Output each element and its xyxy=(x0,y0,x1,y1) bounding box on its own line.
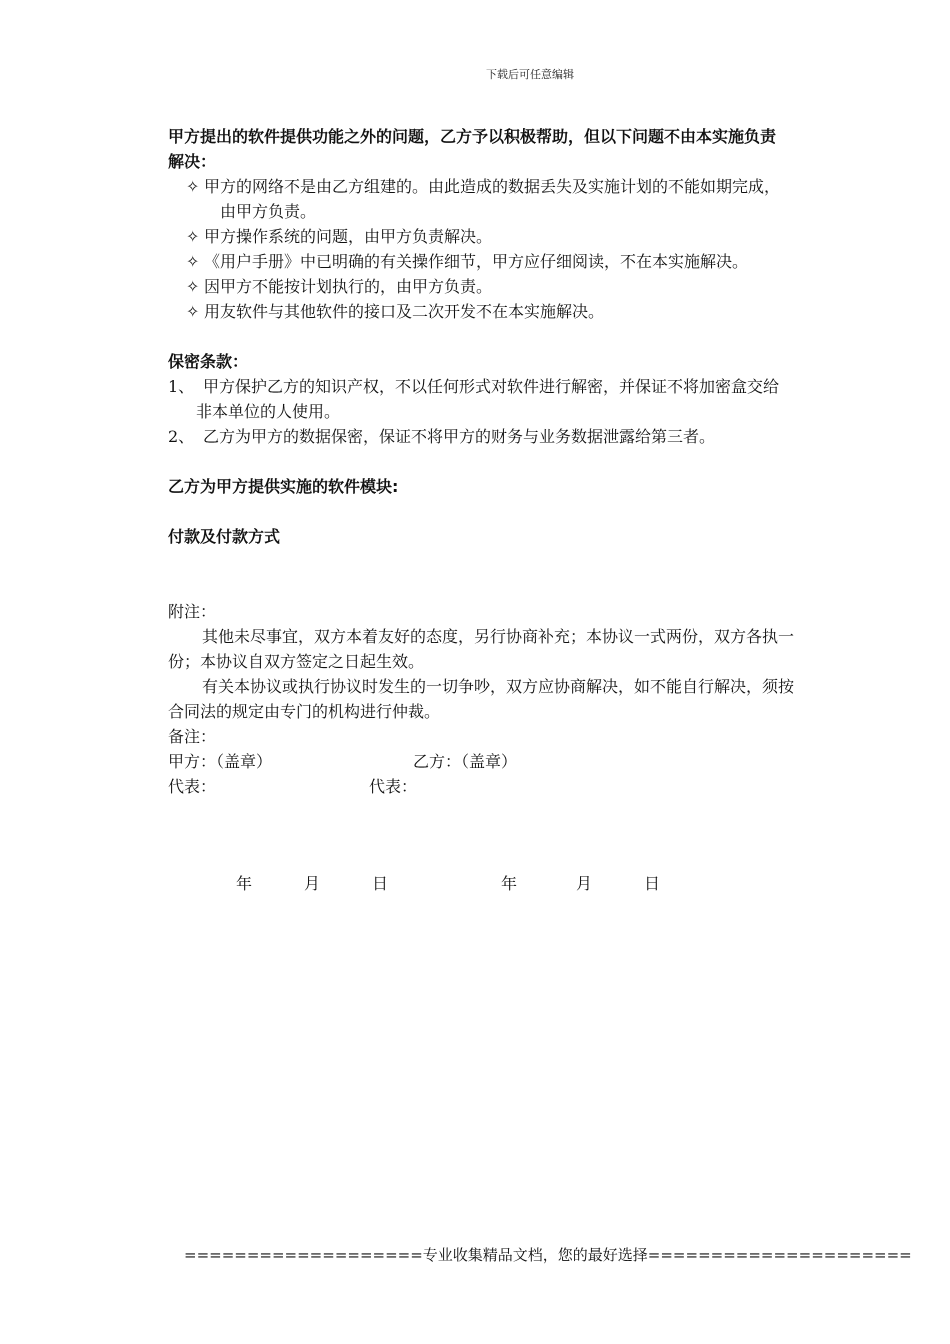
appendix-section xyxy=(168,599,892,749)
item-number: 2、 xyxy=(168,427,195,446)
party-a-year: 年 xyxy=(236,874,253,893)
party-b-day: 日 xyxy=(644,874,661,893)
appendix-para2-line2: 合同法的规定由专门的机构进行仲裁。 xyxy=(168,702,441,721)
exclusion-item xyxy=(168,299,892,324)
exclusion-item-text: 因甲方不能按计划执行的，由甲方负责。 xyxy=(204,277,493,296)
exclusion-item-text: 甲方的网络不是由乙方组建的。由此造成的数据丢失及实施计划的不能如期完成， xyxy=(204,177,781,196)
bullet-icon: ✧ xyxy=(186,277,200,296)
representative-row xyxy=(168,774,892,799)
party-b-month: 月 xyxy=(576,874,593,893)
date-row xyxy=(0,871,950,896)
confidentiality-item xyxy=(168,424,892,449)
confidentiality-section xyxy=(168,349,892,449)
appendix-para1-line1: 其他未尽事宜，双方本着友好的态度，另行协商补充；本协议一式两份，双方各执一 xyxy=(202,627,795,646)
bullet-icon: ✧ xyxy=(186,227,200,246)
confidentiality-item-text: 甲方保护乙方的知识产权，不以任何形式对软件进行解密，并保证不将加密盒交给 xyxy=(203,377,780,396)
exclusion-item xyxy=(168,274,892,299)
payment-heading: 付款及付款方式 xyxy=(168,527,281,546)
party-a-representative: 代表： xyxy=(168,777,217,796)
bullet-icon: ✧ xyxy=(186,302,200,321)
confidentiality-item-text: 乙方为甲方的数据保密，保证不将甲方的财务与业务数据泄露给第三者。 xyxy=(203,427,716,446)
party-a-stamp: 甲方：（盖章） xyxy=(168,752,273,771)
exclusion-item xyxy=(168,174,892,199)
exclusion-item-text: 《用户手册》中已明确的有关操作细节，甲方应仔细阅读，不在本实施解决。 xyxy=(204,252,749,271)
exclusions-heading-line2: 解决： xyxy=(168,152,217,171)
exclusion-item xyxy=(168,224,892,249)
party-b-representative: 代表： xyxy=(369,777,418,796)
exclusion-item xyxy=(168,249,892,274)
exclusion-item-continuation: 由甲方负责。 xyxy=(220,202,317,221)
confidentiality-heading: 保密条款： xyxy=(168,352,249,371)
party-a-day: 日 xyxy=(372,874,389,893)
stamp-row xyxy=(168,749,892,774)
exclusion-item-text: 用友软件与其他软件的接口及二次开发不在本实施解决。 xyxy=(204,302,605,321)
party-b-year: 年 xyxy=(501,874,518,893)
party-b-stamp: 乙方：（盖章） xyxy=(413,752,518,771)
software-modules-heading: 乙方为甲方提供实施的软件模块: xyxy=(168,477,399,496)
bullet-icon: ✧ xyxy=(186,252,200,271)
footer-note: ===================专业收集精品文档，您的最好选择===================== xyxy=(184,1246,912,1264)
party-a-month: 月 xyxy=(304,874,321,893)
appendix-para1-line2: 份；本协议自双方签定之日起生效。 xyxy=(168,652,425,671)
confidentiality-item xyxy=(168,374,892,399)
exclusion-item-text: 甲方操作系统的问题，由甲方负责解决。 xyxy=(204,227,493,246)
header-note: 下载后可任意编辑 xyxy=(486,68,574,81)
remarks-label: 备注： xyxy=(168,727,217,746)
exclusions-heading-line1: 甲方提出的软件提供功能之外的问题，乙方予以积极帮助，但以下问题不由本实施负责 xyxy=(168,127,777,146)
appendix-para2-line1: 有关本协议或执行协议时发生的一切争吵，双方应协商解决，如不能自行解决，须按 xyxy=(202,677,795,696)
exclusions-section xyxy=(168,124,892,324)
item-number: 1、 xyxy=(168,377,195,396)
appendix-label: 附注： xyxy=(168,602,217,621)
bullet-icon: ✧ xyxy=(186,177,200,196)
document-body xyxy=(168,124,892,799)
confidentiality-item-continuation: 非本单位的人使用。 xyxy=(196,402,341,421)
